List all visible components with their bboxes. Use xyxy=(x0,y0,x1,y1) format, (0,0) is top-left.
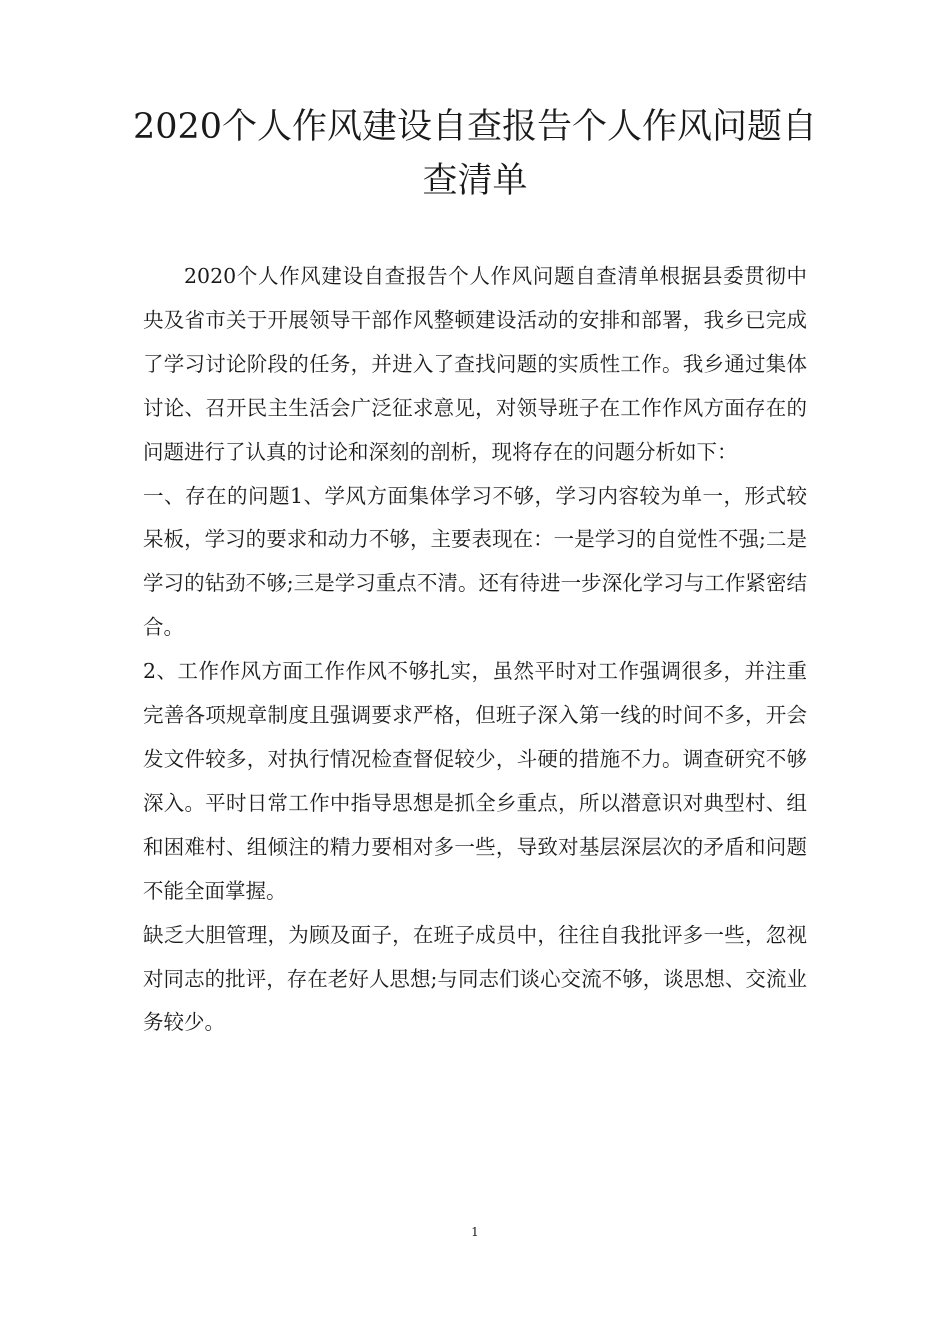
paragraph-intro: 2020个人作风建设自查报告个人作风问题自查清单根据县委贯彻中央及省市关于开展领导干部作风整顿建设活动的安排和部署，我乡已完成了学习讨论阶段的任务，并进入了查找问题的实质性工作。我乡通过集体讨论、召开民主生活会广泛征求意见，对领导班子在工作作风方面存在的问题进行了认真的讨论和深刻的剖析，现将存在的问题分析如下： xyxy=(143,264,807,464)
document-body xyxy=(143,255,807,1045)
paragraph-problem-2: 2、工作作风方面工作作风不够扎实，虽然平时对工作强调很多，并注重完善各项规章制度且强调要求严格，但班子深入第一线的时间不多，开会发文件较多，对执行情况检查督促较少，斗硬的措施不力。调查研究不够深入。平时日常工作中指导思想是抓全乡重点，所以潜意识对典型村、组和困难村、组倾注的精力要相对多一些，导致对基层深层次的矛盾和问题不能全面掌握。 xyxy=(143,659,807,903)
page-number: 1 xyxy=(471,1225,479,1239)
document-title: 2020个人作风建设自查报告个人作风问题自查清单 xyxy=(132,107,818,201)
paragraph-problem-1: 一、存在的问题1、学风方面集体学习不够，学习内容较为单一，形式较呆板，学习的要求和动力不够，主要表现在：一是学习的自觉性不强;二是学习的钻劲不够;三是学习重点不清。还有待进一步深化学习与工作紧密结合。 xyxy=(143,483,807,640)
paragraph-management: 缺乏大胆管理，为顾及面子，在班子成员中，往往自我批评多一些，忽视对同志的批评，存在老好人思想;与同志们谈心交流不够，谈思想、交流业务较少。 xyxy=(143,922,807,1035)
